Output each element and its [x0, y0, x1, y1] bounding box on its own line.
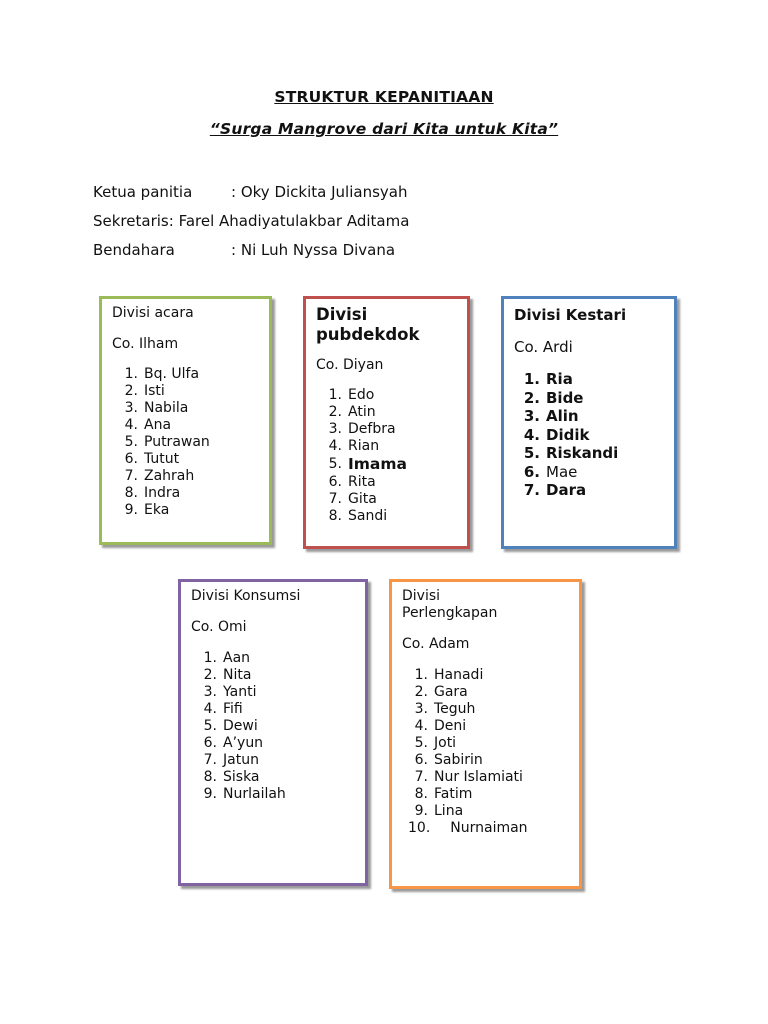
division-title: Divisi Konsumsi [191, 588, 301, 604]
list-item: 4. Didik [523, 425, 590, 444]
list-item: 2. Atin [328, 404, 376, 420]
officer-label: Bendahara [93, 241, 175, 259]
list-item: 7. Zahrah [124, 468, 195, 484]
officer-separator: : [231, 241, 237, 259]
member-list [191, 650, 355, 803]
list-item: 5. Dewi [203, 718, 258, 734]
member-list [112, 366, 259, 519]
list-item: 3. Teguh [414, 701, 476, 717]
list-item: 10. Nurnaiman [408, 820, 528, 836]
division-box-acara [99, 296, 272, 545]
list-item: 1. Hanadi [414, 667, 484, 683]
list-item: 8. Fatim [414, 786, 473, 802]
list-item: 4. Fifi [203, 701, 243, 717]
member-list [514, 370, 664, 500]
list-item: 2. Gara [414, 684, 468, 700]
list-item: 6. Sabirin [414, 752, 483, 768]
division-coordinator: Co. Ardi [514, 338, 573, 356]
officer-separator: : [231, 183, 237, 201]
list-item: 3. Yanti [203, 684, 257, 700]
officer-name: Farel Ahadiyatulakbar Aditama [178, 212, 410, 230]
list-item: 8. Indra [124, 485, 181, 501]
list-item: 1. Ria [523, 370, 573, 388]
list-item: 7. Gita [328, 491, 377, 507]
list-item: 5. Riskandi [523, 444, 619, 462]
list-item: 7. Nur Islamiati [414, 769, 523, 785]
division-box-perlengkapan [389, 579, 582, 889]
list-item: 8. Siska [203, 769, 260, 785]
list-item: 4. Deni [414, 718, 467, 734]
list-item: 5. Imama [328, 455, 407, 473]
list-item: 3. Alin [523, 407, 579, 425]
list-item: 9. Nurlailah [203, 786, 286, 802]
list-item: 8. Sandi [328, 508, 388, 524]
officer-sekretaris [93, 212, 409, 230]
document-title: STRUKTUR KEPANITIAAN [274, 88, 494, 106]
division-coordinator: Co. Ilham [112, 336, 179, 352]
member-list [316, 387, 457, 525]
division-coordinator: Co. Omi [191, 619, 247, 635]
officer-label: Ketua panitia [93, 183, 193, 201]
list-item: 5. Putrawan [124, 434, 210, 450]
officer-separator: : [168, 212, 174, 230]
division-title: Divisi acara [112, 305, 194, 321]
list-item: 9. Eka [124, 502, 170, 518]
division-box-konsumsi [178, 579, 368, 886]
list-item: 4. Ana [124, 417, 172, 433]
list-item: 9. Lina [414, 803, 464, 819]
division-title: Divisi Kestari [514, 306, 627, 324]
division-box-kestari [501, 296, 677, 549]
list-item: 6. Mae [523, 462, 578, 481]
list-item: 1. Edo [328, 387, 375, 403]
division-coordinator: Co. Adam [402, 636, 470, 652]
list-item: 1. Aan [203, 650, 251, 666]
division-box-pubdekdok [303, 296, 470, 549]
list-item: 6. A’yun [203, 735, 264, 751]
list-item: 2. Nita [203, 667, 252, 683]
division-title: Divisi pubdekdok [316, 305, 420, 344]
member-list [402, 667, 569, 837]
officer-name: Ni Luh Nyssa Divana [240, 241, 396, 259]
list-item: 4. Rian [328, 438, 380, 454]
list-item: 7. Dara [523, 481, 587, 499]
officer-label: Sekretaris [93, 212, 169, 230]
list-item: 7. Jatun [203, 752, 259, 768]
list-item: 6. Tutut [124, 451, 180, 467]
list-item: 1. Bq. Ulfa [124, 366, 200, 382]
officer-bendahara [93, 241, 395, 259]
division-coordinator: Co. Diyan [316, 357, 384, 373]
list-item: 2. Isti [124, 383, 165, 399]
list-item: 3. Defbra [328, 421, 396, 437]
document-subtitle: “Surga Mangrove dari Kita untuk Kita” [209, 120, 559, 138]
officer-ketua [93, 183, 407, 201]
list-item: 6. Rita [328, 474, 376, 490]
list-item: 2. Bide [523, 388, 584, 407]
division-title: Divisi Perlengkapan [402, 588, 498, 621]
officer-name: Oky Dickita Juliansyah [240, 183, 408, 201]
list-item: 5. Joti [414, 735, 457, 751]
list-item: 3. Nabila [124, 400, 189, 416]
